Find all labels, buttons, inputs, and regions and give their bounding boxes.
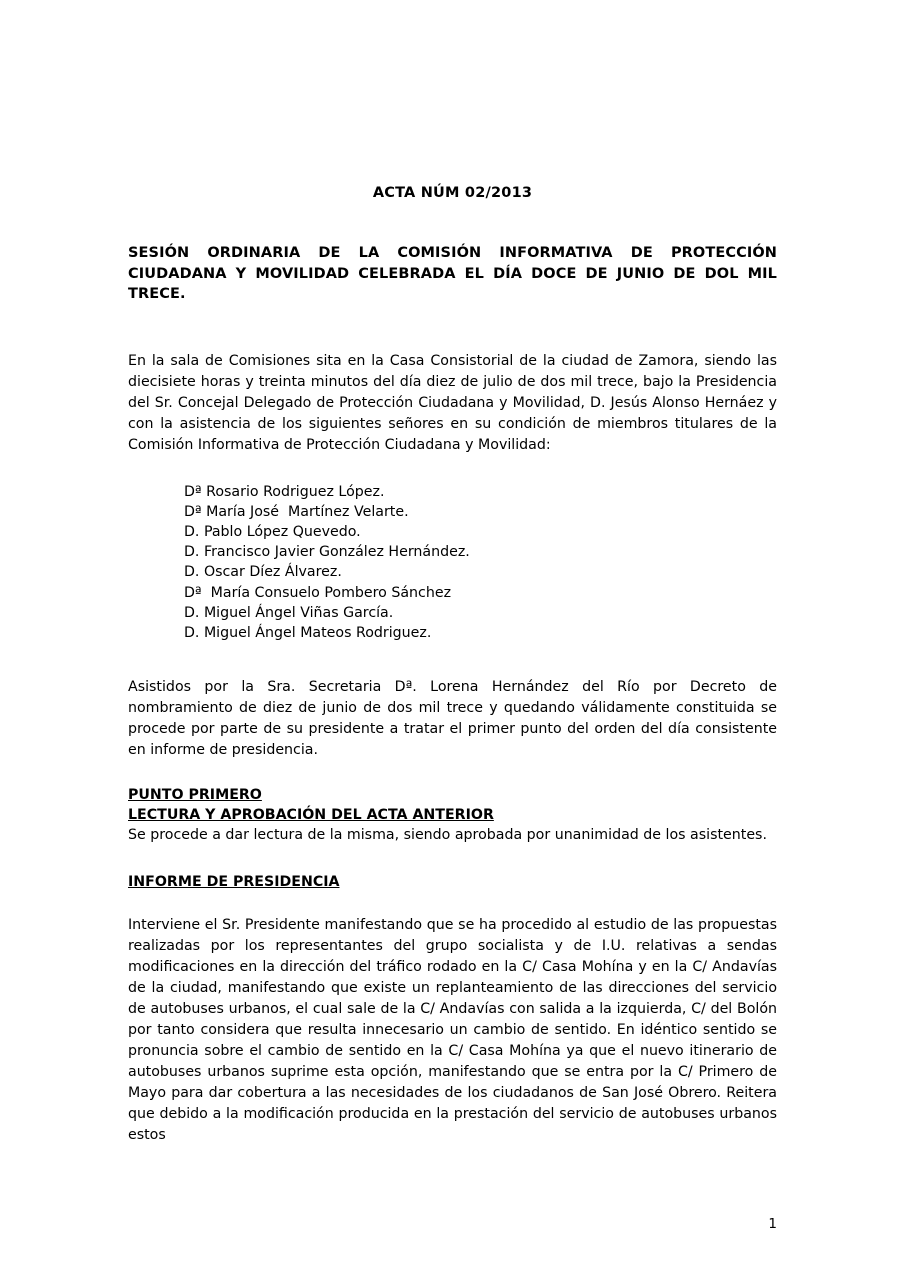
section-informe-presidencia	[128, 872, 777, 892]
list-item: D. Oscar Díez Álvarez.	[184, 564, 342, 581]
list-item: Dª Rosario Rodriguez López.	[184, 483, 385, 500]
document-title: ACTA NÚM 02/2013	[372, 185, 533, 201]
section-heading-lectura-aprobacion: LECTURA Y APROBACIÓN DEL ACTA ANTERIOR	[128, 807, 494, 824]
list-item: Dª María José Martínez Velarte.	[184, 503, 409, 520]
section-heading-informe-presidencia: INFORME DE PRESIDENCIA	[128, 874, 340, 891]
section-body-informe-presidencia: Interviene el Sr. Presidente manifestando que se ha procedido al estudio de las propuestas realizadas por los representantes del grupo socialista y de I.U. relativas a sendas modificaciones en la dirección del tráfico rodado en la C/ Casa Mohína y en la C/ Andavías de la ciudad, manifestando que existe un replanteamiento de las direcciones del servicio de autobuses urbanos, el cual sale de la C/ Andavías con salida a la izquierda, C/ del Bolón por tanto considera que resulta innecesario un cambio de sentido. En idéntico sentido se pronuncia sobre el cambio de sentido en la C/ Casa Mohína ya que el nuevo itinerario de autobuses urbanos suprime esta opción, manifestando que se entra por la C/ Primero de Mayo para dar cobertura a las necesidades de los ciudadanos de San José Obrero. Reitera que debido a la modificación producida en la prestación del servicio de autobuses urbanos estos	[128, 916, 777, 1143]
list-item: D. Pablo López Quevedo.	[184, 524, 361, 541]
page-number: 1	[768, 1216, 777, 1232]
list-item: D. Miguel Ángel Mateos Rodriguez.	[184, 624, 432, 641]
attendees-list	[128, 482, 777, 643]
intro-paragraph: En la sala de Comisiones sita en la Casa Consistorial de la ciudad de Zamora, siendo las diecisiete horas y treinta minutos del día diez de julio de dos mil trece, bajo la Presidencia del Sr. Concejal Delegado de Protección Ciudadana y Movilidad, D. Jesús Alonso Hernáez y con la asistencia de los siguientes señores en su condición de miembros titulares de la Comisión Informativa de Protección Ciudadana y Movilidad:	[128, 352, 777, 453]
list-item: D. Francisco Javier González Hernández.	[184, 544, 470, 561]
list-item: D. Miguel Ángel Viñas García.	[184, 604, 394, 621]
secretary-paragraph: Asistidos por la Sra. Secretaria Dª. Lorena Hernández del Río por Decreto de nombramiento de diez de junio de dos mil trece y quedando válidamente constituida se procede por parte de su presidente a tratar el primer punto del orden del día consistente en informe de presidencia.	[128, 679, 777, 759]
section-body-punto-primero: Se procede a dar lectura de la misma, siendo aprobada por unanimidad de los asistentes.	[128, 827, 767, 844]
list-item: Dª María Consuelo Pombero Sánchez	[184, 584, 452, 601]
session-heading: SESIÓN ORDINARIA DE LA COMISIÓN INFORMATIVA DE PROTECCIÓN CIUDADANA Y MOVILIDAD CELEBRADA EL DÍA DOCE DE JUNIO DE DOL MIL TRECE.	[128, 245, 777, 303]
section-punto-primero	[128, 785, 777, 846]
section-heading-punto-primero: PUNTO PRIMERO	[128, 787, 262, 804]
